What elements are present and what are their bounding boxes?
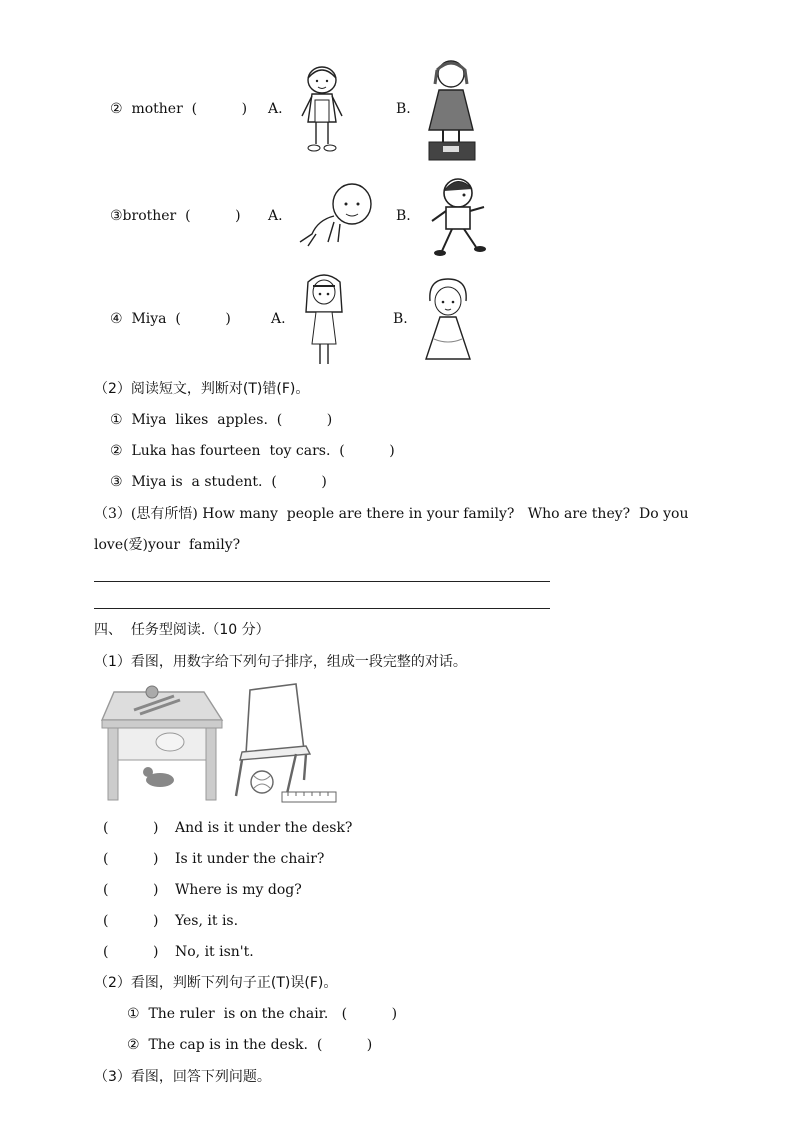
q2-item: ② Luka has fourteen toy cars. ( )	[110, 443, 395, 459]
q3-question-line2: love(爱)your family?	[94, 537, 241, 553]
order-blank[interactable]: ( )	[103, 882, 159, 898]
q2-item: ③ Miya is a student. ( )	[110, 474, 327, 490]
q2-heading: （2）阅读短文，判断对(T)错(F)。	[94, 381, 310, 397]
answer-line[interactable]	[94, 581, 550, 582]
q1-option-b: B.	[396, 101, 411, 117]
q1-option-a: A.	[268, 208, 283, 224]
order-sentence: Where is my dog?	[175, 882, 302, 898]
q2-item: ① Miya likes apples. ( )	[110, 412, 333, 428]
tf-item: ① The ruler is on the chair. ( )	[127, 1006, 398, 1022]
q1-item-brother: ③brother ( )	[110, 208, 241, 224]
miya-b-image	[422, 275, 474, 363]
order-sentence: No, it isn't.	[175, 944, 254, 960]
q1-option-b: B.	[393, 311, 408, 327]
section4-sub1: （1）看图，用数字给下列句子排序，组成一段完整的对话。	[94, 654, 467, 670]
miya-a-image	[302, 272, 346, 368]
section4-heading: 四、 任务型阅读.（10 分）	[94, 622, 270, 638]
tf-item: ② The cap is in the desk. ( )	[127, 1037, 373, 1053]
q1-item-mother: ② mother ( )	[110, 101, 248, 117]
mother-a-image	[292, 62, 352, 154]
q3-question-line1: （3）(思有所悟) How many people are there in your family? Who are they? Do you	[94, 506, 689, 522]
answer-line[interactable]	[94, 608, 550, 609]
q1-option-a: A.	[268, 101, 283, 117]
order-sentence: And is it under the desk?	[175, 820, 353, 836]
section4-sub2: （2）看图，判断下列句子正(T)误(F)。	[94, 975, 338, 991]
order-sentence: Is it under the chair?	[175, 851, 325, 867]
order-blank[interactable]: ( )	[103, 913, 159, 929]
section4-sub3: （3）看图，回答下列问题。	[94, 1069, 271, 1085]
order-blank[interactable]: ( )	[103, 851, 159, 867]
mother-b-image	[423, 54, 479, 164]
q1-option-a: A.	[271, 311, 286, 327]
order-sentence: Yes, it is.	[175, 913, 239, 929]
brother-b-image	[426, 175, 492, 259]
order-blank[interactable]: ( )	[103, 944, 159, 960]
q1-option-b: B.	[396, 208, 411, 224]
q1-item-miya: ④ Miya ( )	[110, 311, 231, 327]
order-blank[interactable]: ( )	[103, 820, 159, 836]
brother-a-image	[294, 176, 378, 250]
desk-chair-image	[100, 680, 340, 806]
